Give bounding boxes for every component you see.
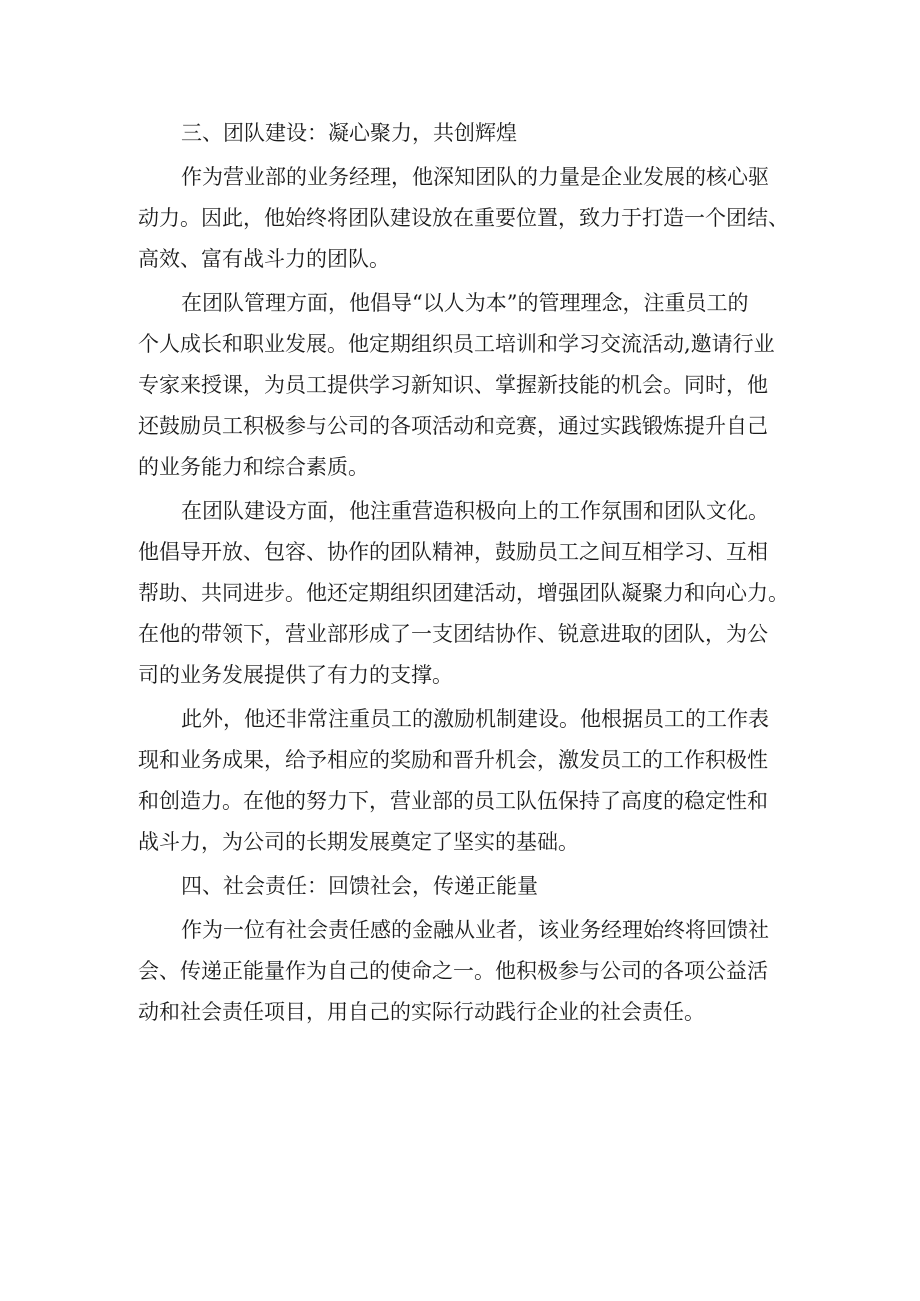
paragraph-line: 战斗力，为公司的长期发展奠定了坚实的基础。 xyxy=(138,830,579,854)
paragraph-line: 帮助、共同进步。他还定期组织团建活动，增强团队凝聚力和向心力。 xyxy=(138,581,789,605)
paragraph-line: 和创造力。在他的努力下，营业部的员工队伍保持了高度的稳定性和 xyxy=(138,789,768,813)
section-heading: 四、社会责任：回馈社会，传递正能量 xyxy=(181,874,538,898)
paragraph-line: 此外，他还非常注重员工的激励机制建设。他根据员工的工作表 xyxy=(181,707,769,731)
paragraph xyxy=(138,283,798,488)
paragraph-line: 还鼓励员工积极参与公司的各项活动和竞赛，通过实践锻炼提升自己 xyxy=(138,414,768,438)
paragraph xyxy=(138,699,798,863)
paragraph-line: 会、传递正能量作为自己的使命之一。他积极参与公司的各项公益活 xyxy=(138,959,768,983)
paragraph-line: 作为营业部的业务经理，他深知团队的力量是企业发展的核心驱 xyxy=(181,165,769,189)
paragraph-line: 专家来授课，为员工提供学习新知识、掌握新技能的机会。同时，他 xyxy=(138,373,768,397)
paragraph-line: 司的业务发展提供了有力的支撑。 xyxy=(138,663,453,687)
document-body xyxy=(138,113,798,1036)
paragraph-line: 高效、富有战斗力的团队。 xyxy=(138,247,390,271)
paragraph-line: 在团队管理方面，他倡导“以人为本”的管理理念，注重员工的 xyxy=(181,291,749,315)
paragraph-line: 在他的带领下，营业部形成了一支团结协作、锐意进取的团队，为公 xyxy=(138,622,768,646)
paragraph-line: 动和社会责任项目，用自己的实际行动践行企业的社会责任。 xyxy=(138,1000,705,1024)
paragraph-line: 的业务能力和综合素质。 xyxy=(138,455,369,479)
paragraph-line: 在团队建设方面，他注重营造积极向上的工作氛围和团队文化。 xyxy=(181,499,769,523)
paragraph xyxy=(138,910,798,1033)
paragraph-line: 动力。因此，他始终将团队建设放在重要位置，致力于打造一个团结、 xyxy=(138,206,789,230)
paragraph-line: 他倡导开放、包容、协作的团队精神，鼓励员工之间互相学习、互相 xyxy=(138,540,768,564)
paragraph-line: 作为一位有社会责任感的金融从业者，该业务经理始终将回馈社 xyxy=(181,918,769,942)
paragraph-line: 个人成长和职业发展。他定期组织员工培训和学习交流活动,邀请行业 xyxy=(138,332,775,356)
paragraph xyxy=(138,157,798,280)
section-heading: 三、团队建设：凝心聚力，共创辉煌 xyxy=(181,121,517,145)
paragraph xyxy=(138,491,798,696)
paragraph-line: 现和业务成果，给予相应的奖励和晋升机会，激发员工的工作积极性 xyxy=(138,748,768,772)
